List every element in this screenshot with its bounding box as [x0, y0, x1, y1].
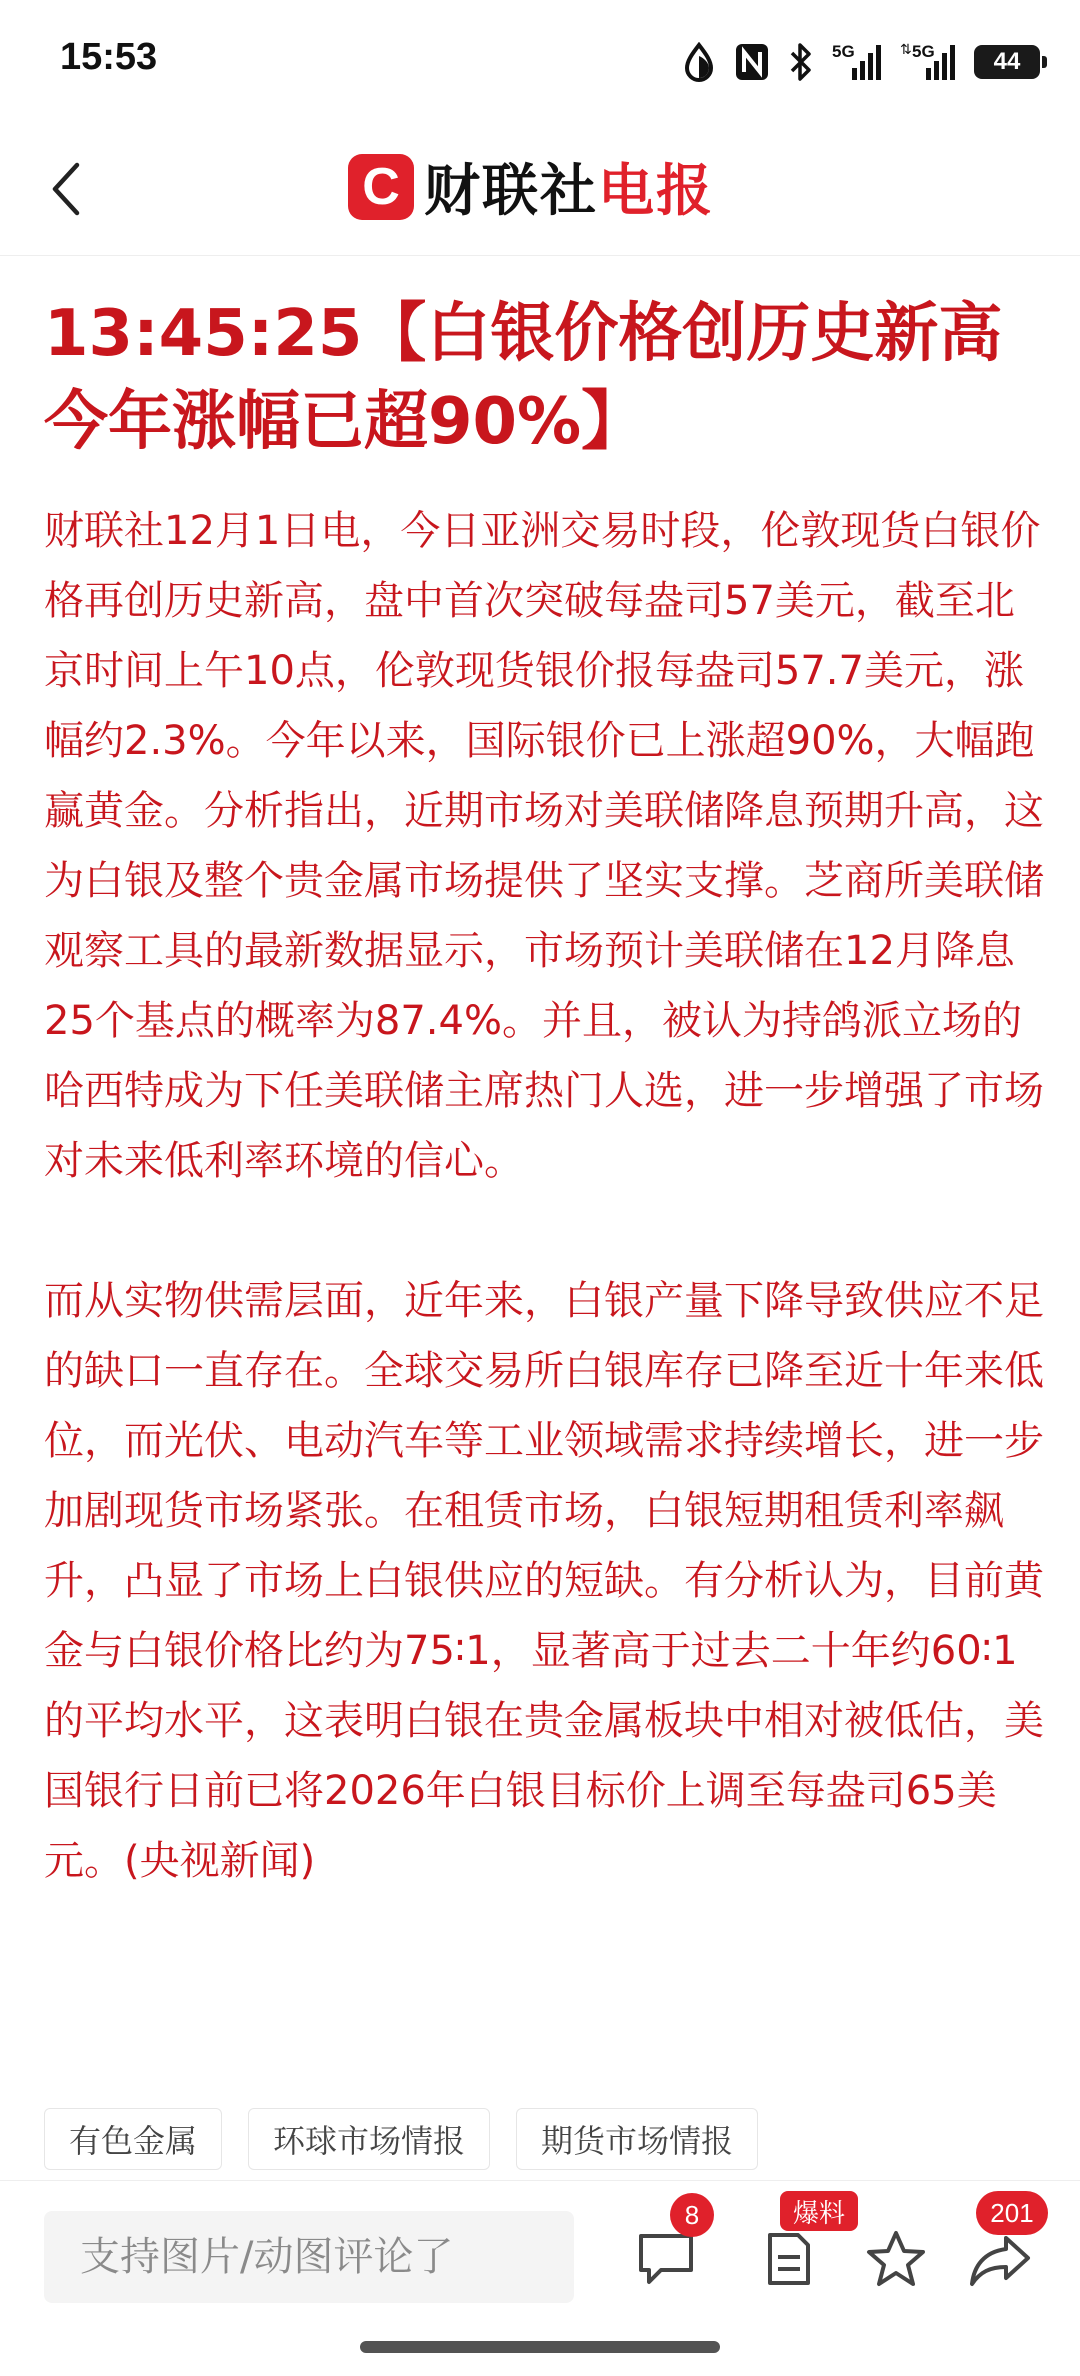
- data-saver-icon: [682, 42, 716, 82]
- star-icon: [865, 2229, 927, 2289]
- data-arrows-icon: ⇅: [900, 42, 912, 58]
- article-paragraph-2: 而从实物供需层面，近年来，白银产量下降导致供应不足的缺口一直存在。全球交易所白银库存已降至近十年来低位，而光伏、电动汽车等工业领域需求持续增长，进一步加剧现货市场紧张。在租赁市场，白银短期租赁利率飙升，凸显了市场上白银供应的短缺。有分析认为，目前黄金与白银价格比约为75∶1，显著高于过去二十年约60∶1的平均水平，这表明白银在贵金属板块中相对被低估，美国银行日前已将2026年白银目标价上调至每盎司65美元。(央视新闻): [44, 1278, 1044, 1884]
- report-button[interactable]: [750, 2197, 845, 2297]
- logo-mark: C: [348, 154, 414, 220]
- share-button[interactable]: [962, 2197, 1038, 2297]
- article-paragraph-1: 财联社12月1日电，今日亚洲交易时段，伦敦现货白银价格再创历史新高，盘中首次突破每盎司57美元，截至北京时间上午10点，伦敦现货银价报每盎司57.7美元，涨幅约2.3%。今年以来，国际银价已上涨超90%，大幅跑赢黄金。分析指出，近期市场对美联储降息预期升高，这为白银及整个贵金属市场提供了坚实支撑。芝商所美联储观察工具的最新数据显示，市场预计美联储在12月降息25个基点的概率为87.4%。并且，被认为持鸽派立场的哈西特成为下任美联储主席热门人选，进一步增强了市场对未来低利率环境的信心。: [44, 508, 1044, 1184]
- status-bar: [0, 0, 1080, 120]
- back-button[interactable]: [36, 154, 96, 224]
- signal-5g-1: [832, 42, 882, 82]
- bottom-bar: [0, 2180, 1080, 2376]
- header: [0, 120, 1080, 256]
- logo-text-red: 电报: [598, 159, 714, 224]
- home-indicator: [360, 2341, 720, 2353]
- logo: [348, 150, 714, 224]
- signal-bars-icon-2: [900, 42, 956, 82]
- article-body: [44, 496, 1044, 1896]
- comment-count-badge: 8: [670, 2193, 714, 2237]
- share-icon: [968, 2230, 1032, 2288]
- tag-futures-market-intel[interactable]: 期货市场情报: [516, 2108, 758, 2170]
- network-type-label-2: 5G: [912, 42, 935, 61]
- tag-nonferrous-metals[interactable]: 有色金属: [44, 2108, 222, 2170]
- comment-input[interactable]: [44, 2211, 574, 2303]
- status-time: 15:53: [60, 36, 158, 78]
- signal-bars-icon: [832, 42, 882, 82]
- tag-global-market-intel[interactable]: 环球市场情报: [248, 2108, 490, 2170]
- battery-icon: [974, 45, 1040, 79]
- share-count-badge: 201: [976, 2191, 1048, 2235]
- favorite-button[interactable]: [858, 2221, 934, 2297]
- logo-text-black: 财联社: [424, 159, 598, 224]
- comment-icon: [635, 2230, 697, 2288]
- nfc-icon: [734, 42, 770, 82]
- comment-button[interactable]: [628, 2199, 704, 2297]
- report-badge: 爆料: [780, 2191, 858, 2231]
- status-icons: [682, 38, 1040, 86]
- document-icon: [760, 2229, 816, 2289]
- chevron-left-icon: [49, 161, 83, 217]
- article-title: 13:45:25【白银价格创历史新高今年涨幅已超90%】: [44, 297, 1003, 459]
- tag-list: [44, 2108, 758, 2170]
- network-type-label: 5G: [832, 42, 855, 61]
- signal-5g-2: [900, 42, 956, 82]
- battery-level: 44: [993, 48, 1021, 75]
- bluetooth-icon: [788, 42, 814, 82]
